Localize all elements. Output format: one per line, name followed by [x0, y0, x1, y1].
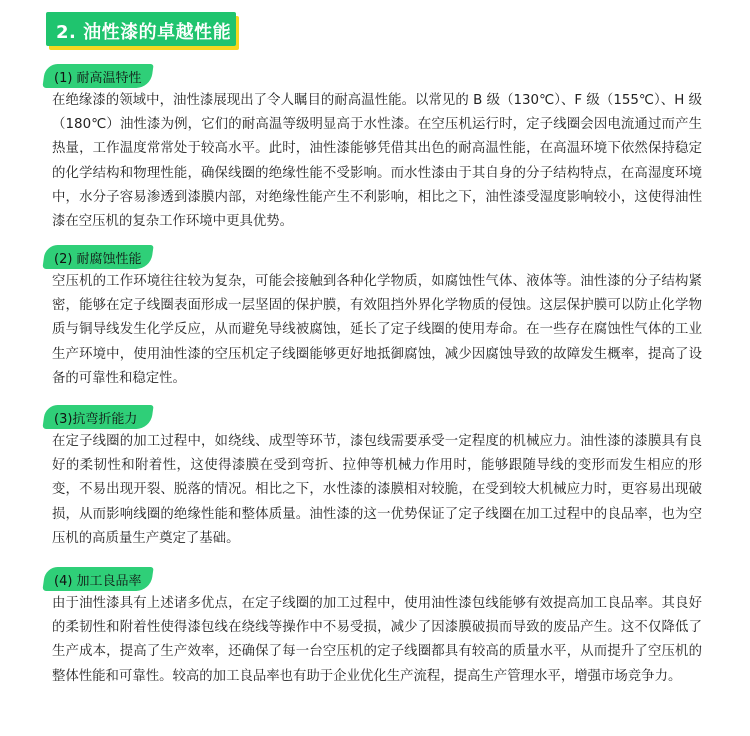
heading-tag-corrosion-resistance	[44, 245, 152, 269]
heading-tag-heat-resistance	[44, 64, 152, 88]
paragraph-yield-rate: 由于油性漆具有上述诸多优点，在定子线圈的加工过程中，使用油性漆包线能够有效提高加工良品率。其良好的柔韧性和附着性使得漆包线在绕线等操作中不易受损，减少了因漆膜破损而导致的废品产生。这不仅降低了生产成本，提高了生产效率，还确保了每一台空压机的定子线圈都具有较高的质量水平，从而提升了空压机的整体性能和可靠性。较高的加工良品率也有助于企业优化生产流程，提高生产管理水平，增强市场竞争力。	[52, 596, 702, 684]
heading-heat-resistance: (1) 耐高温特性	[54, 71, 142, 86]
section-title: 2. 油性漆的卓越性能	[56, 22, 232, 43]
section-title-banner	[46, 12, 236, 46]
heading-bend-resistance: (3)抗弯折能力	[54, 412, 138, 427]
heading-tag-yield-rate	[44, 567, 152, 591]
heading-corrosion-resistance: (2) 耐腐蚀性能	[54, 252, 142, 267]
paragraph-heat-resistance: 在绝缘漆的领域中，油性漆展现出了令人瞩目的耐高温性能。以常见的 B 级（130℃）、F 级（155℃）、H 级（180℃）油性漆为例，它们的耐高温等级明显高于水性漆。在空压机运行时，定子线圈会因电流通过而产生热量，工作温度常常处于较高水平。此时，油性漆能够凭借其出色的耐高温性能，在高温环境下依然保持稳定的化学结构和物理性能，确保线圈的绝缘性能不受影响。而水性漆由于其自身的分子结构特点，在高湿度环境中，水分子容易渗透到漆膜内部，对绝缘性能产生不利影响，相比之下，油性漆受湿度影响较小，这使得油性漆在空压机的复杂工作环境中更具优势。	[52, 93, 702, 230]
heading-tag-bend-resistance	[44, 405, 152, 429]
paragraph-bend-resistance: 在定子线圈的加工过程中，如绕线、成型等环节，漆包线需要承受一定程度的机械应力。油性漆的漆膜具有良好的柔韧性和附着性，这使得漆膜在受到弯折、拉伸等机械力作用时，能够跟随导线的变形而发生相应的形变，不易出现开裂、脱落的情况。相比之下，水性漆的漆膜相对较脆，在受到较大机械应力时，更容易出现破损，从而影响线圈的绝缘性能和整体质量。油性漆的这一优势保证了定子线圈在加工过程中的良品率，也为空压机的高质量生产奠定了基础。	[52, 434, 702, 546]
paragraph-corrosion-resistance: 空压机的工作环境往往较为复杂，可能会接触到各种化学物质，如腐蚀性气体、液体等。油性漆的分子结构紧密，能够在定子线圈表面形成一层坚固的保护膜，有效阻挡外界化学物质的侵蚀。这层保护膜可以防止化学物质与铜导线发生化学反应，从而避免导线被腐蚀，延长了定子线圈的使用寿命。在一些存在腐蚀性气体的工业生产环境中，使用油性漆的空压机定子线圈能够更好地抵御腐蚀，减少因腐蚀导致的故障发生概率，提高了设备的可靠性和稳定性。	[52, 274, 702, 386]
heading-yield-rate: (4) 加工良品率	[54, 574, 142, 589]
